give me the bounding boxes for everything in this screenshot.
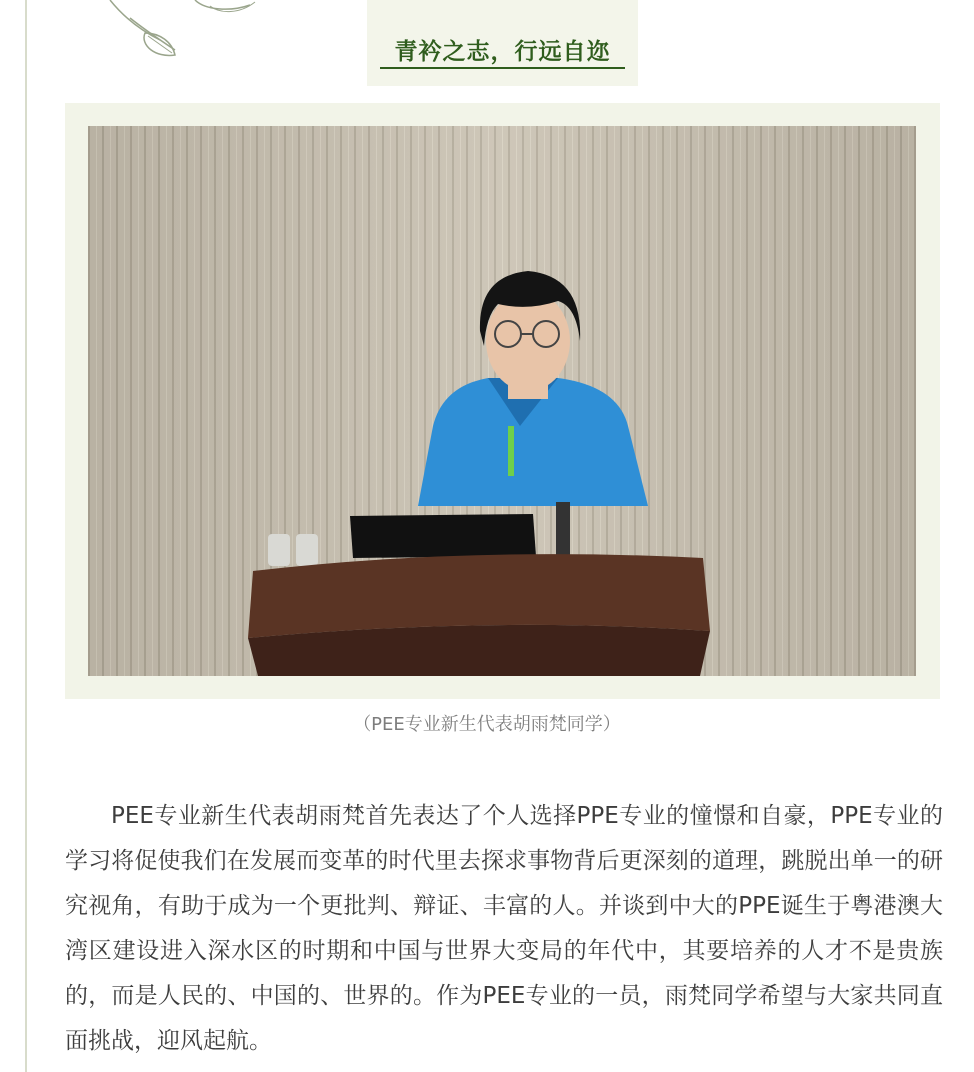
photo-frame bbox=[65, 103, 940, 699]
leaf-decoration-icon bbox=[100, 0, 280, 62]
body-paragraph: PEE专业新生代表胡雨梵首先表达了个人选择PPE专业的憧憬和自豪，PPE专业的学习将促使我们在发展而变革的时代里去探求事物背后更深刻的道理，跳脱出单一的研究视角，有助于成为一个更批判、辩证、丰富的人。并谈到中大的PPE诞生于粤港澳大湾区建设进入深水区的时期和中国与世界大变局的年代中，其要培养的人才不是贵族的，而是人民的、中国的、世界的。作为PEE专业的一员，雨梵同学希望与大家共同直面挑战，迎风起航。 bbox=[65, 803, 943, 1054]
section-title-band bbox=[367, 0, 638, 86]
photo-caption: （PEE专业新生代表胡雨梵同学） bbox=[353, 714, 621, 735]
section-title: 青衿之志，行远自迩 bbox=[394, 39, 611, 65]
title-underline bbox=[380, 67, 625, 69]
speaker-photo bbox=[88, 126, 916, 676]
left-border-rule bbox=[25, 0, 27, 1072]
